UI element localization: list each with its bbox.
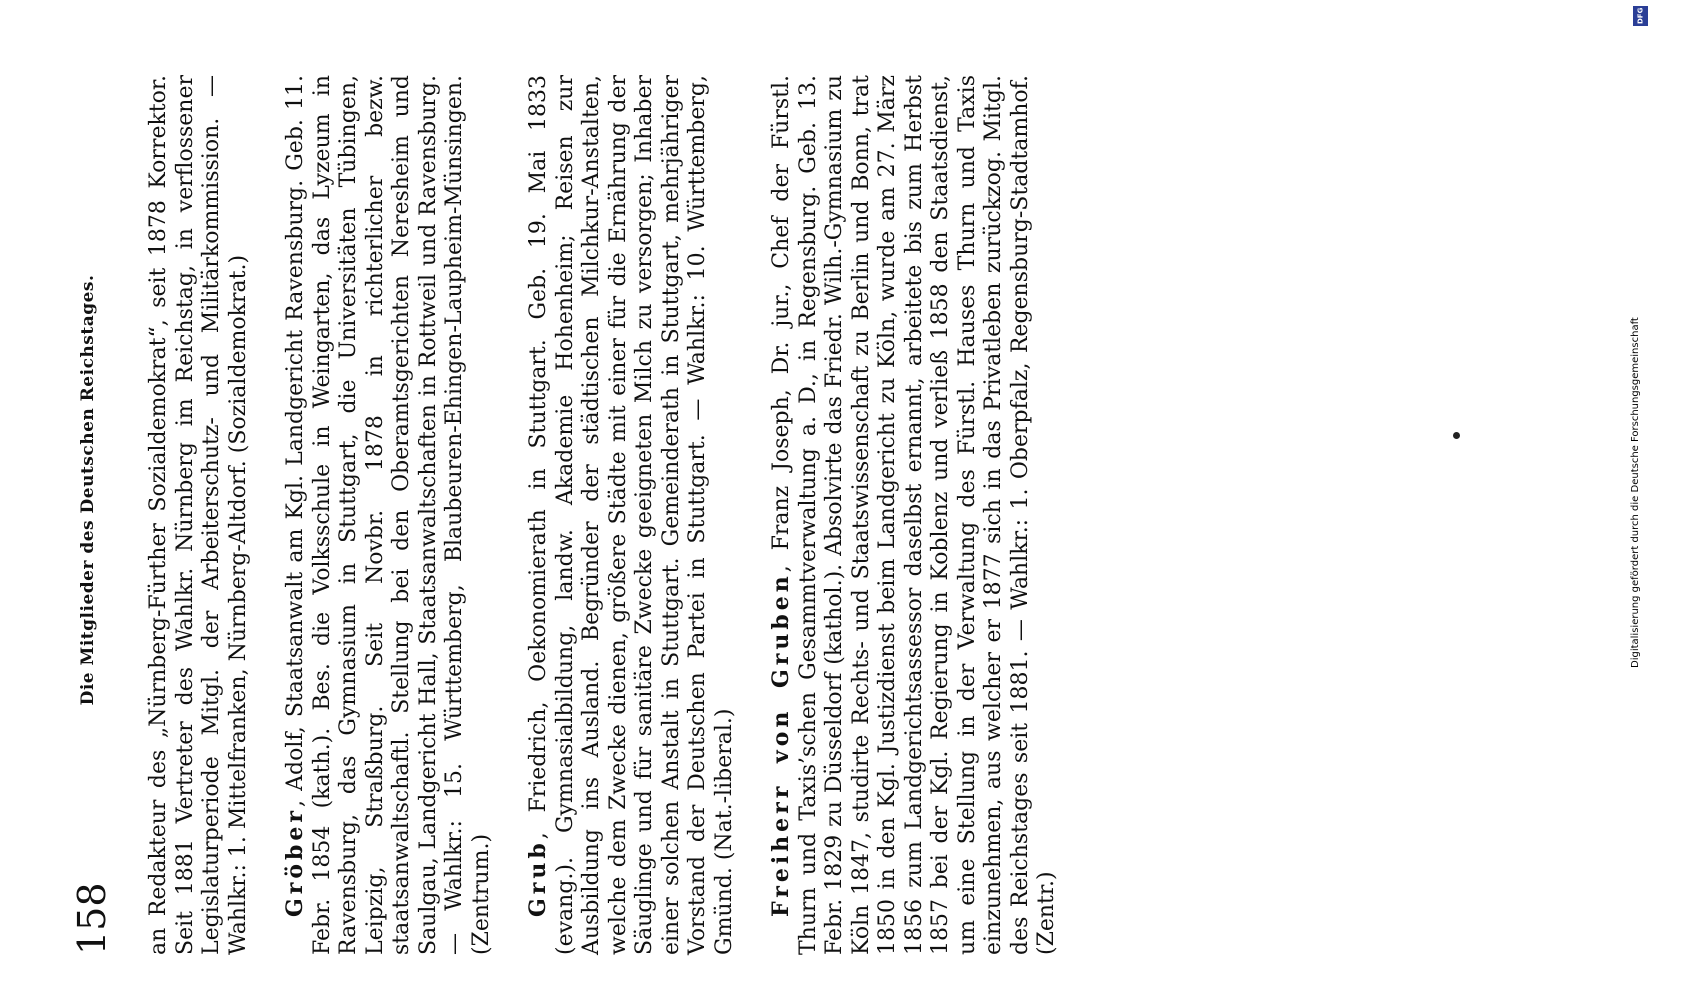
entry-name: Gröber xyxy=(282,806,308,917)
running-head: Die Mitglieder des Deutschen Reichstages. xyxy=(78,274,98,706)
entry-name: Freiherr von Gruben xyxy=(768,572,794,917)
entry-text: , Adolf, Staatsanwalt am Kgl. Landgericht Ravensburg. Geb. 11. Febr. 1854 (kath.). Bes. die Volksschule in Weingarten, das Lyzeum in Ravensburg, das Gymnasium in Stuttgart, die Universitäten Tübingen, Leipzig, Straßburg. Seit Novbr. 1878 in richterlicher bezw. staatsanwaltschaftl. Stellung bei den Oberamtsgerichten Neresheim und Saulgau, Landgericht Hall, Staatsanwaltschaften in Rottweil und Ravensburg. — Wahlkr.: 15. Württemberg, Blaubeuren-Ehingen-Laupheim-Münsingen. (Zentrum.) xyxy=(283,75,494,955)
credit-text: Digitalisierung gefördert durch die Deutsche Forschungsgemeinschaft xyxy=(1630,317,1641,668)
page-header xyxy=(70,75,120,955)
entry-text: an Redakteur des „Nürnberg-Fürther Sozialdemokrat“, seit 1878 Korrektor. Seit 1881 Vertreter des Wahlkr. Nürnberg im Reichstag, in verflossener Legislaturperiode Mitgl. der Arbeiterschutz- und Militärkommission. — Wahlkr.: 1. Mittelfranken, Nürnberg-Altdorf. (Sozialdemokrat.) xyxy=(146,75,251,955)
ink-speck xyxy=(1453,432,1460,439)
page-body xyxy=(145,75,1091,955)
entry-continued xyxy=(145,75,252,955)
entry-text: , Friedrich, Oekonomierath in Stuttgart. Geb. 19. Mai 1833 (evang.). Gymnasialbildung, landw. Akademie Hohenheim; Reisen zur Ausbildung ins Ausland. Begründer der städtischen Milchkur-Anstalten, welche dem Zwecke dienen, größere Städte mit einer für die Ernährung der Säuglinge und für sanitäre Zwecke geeigneten Milch zu versorgen; Inhaber einer solchen Anstalt in Stuttgart. Gemeinderath in Stuttgart, mehrjähriger Vorstand der Deutschen Partei in Stuttgart. — Wahlkr.: 10. Württemberg, Gmünd. (Nat.-liberal.) xyxy=(526,75,737,955)
entry-text: , Franz Joseph, Dr. jur., Chef der Fürstl. Thurn und Taxis’schen Gesammtverwaltung a. D., in Regensburg. Geb. 13. Febr. 1829 zu Düsseldorf (kathol.). Absolvirte das Friedr. Wilh.-Gymnasium zu Köln 1847, studirte Rechts- und Staatswissenschaft zu Berlin und Bonn, trat 1850 in den Kgl. Justizdienst beim Landgericht zu Köln, wurde am 27. März 1856 zum Landgerichtsassessor daselbst ernannt, arbeitete bis zum Herbst 1857 bei der Kgl. Regierung in Koblenz und verließ 1858 den Staatsdienst, um eine Stellung in der Verwaltung des Fürstl. Hauses Thurn und Taxis einzunehmen, aus welcher er 1877 sich in das Privatleben zurückzog. Mitgl. des Reichstages seit 1881. — Wahlkr.: 1. Oberpfalz, Regensburg-Stadtamhof. (Zentr.) xyxy=(769,75,1059,955)
entry-grub xyxy=(525,75,738,955)
digitization-credit xyxy=(1630,8,1650,668)
dfg-logo: DFG xyxy=(1633,6,1648,26)
entry-name: Grub xyxy=(525,839,551,917)
entry-gruben xyxy=(768,75,1061,955)
entry-groeber xyxy=(282,75,495,955)
rotated-book-page xyxy=(30,55,1570,955)
page-number: 158 xyxy=(70,882,114,955)
